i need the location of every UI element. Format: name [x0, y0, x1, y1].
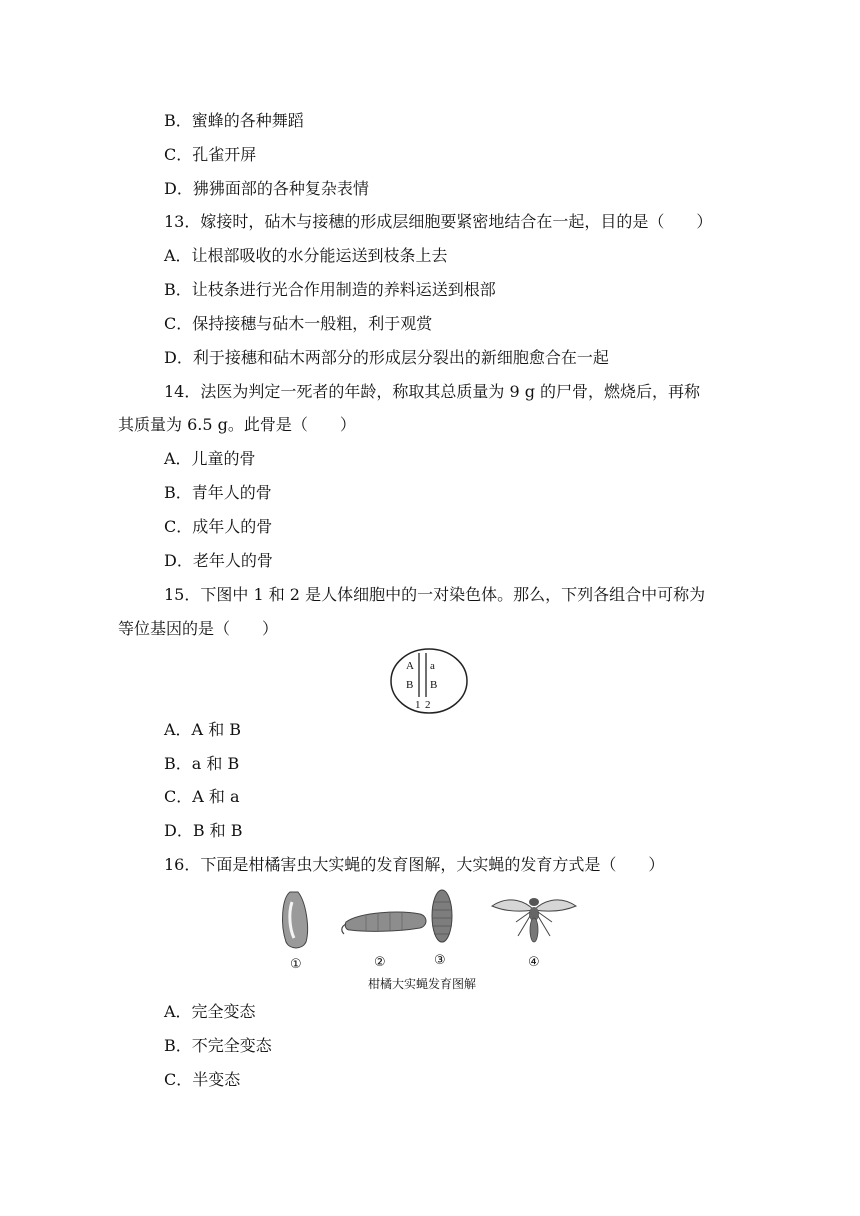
- q14-stem-line2: 其质量为 6.5 g。此骨是（ ）: [118, 415, 356, 434]
- q14-option-d: D．老年人的骨: [164, 551, 273, 570]
- q12-option-c: C．孔雀开屏: [164, 145, 257, 164]
- adult-fly-illustration: [492, 898, 576, 942]
- chromosome-label-1: 1: [415, 699, 421, 711]
- q14-option-c: C．成年人的骨: [164, 517, 273, 536]
- q13-option-a: A．让根部吸收的水分能运送到枝条上去: [164, 246, 448, 265]
- q16-option-c: C．半变态: [164, 1070, 241, 1089]
- stage-label-2: ②: [374, 955, 386, 970]
- q15-stem-line1: 15．下图中 1 和 2 是人体细胞中的一对染色体。那么，下列各组合中可称为: [164, 585, 706, 604]
- gene-left-top: A: [406, 660, 414, 672]
- q14-option-b: B．青年人的骨: [164, 483, 272, 502]
- figure-caption: 柑橘大实蝇发育图解: [368, 977, 477, 991]
- q14-option-a: A．儿童的骨: [164, 449, 256, 468]
- stage-label-3: ③: [434, 953, 446, 968]
- gene-left-bottom: B: [406, 679, 414, 691]
- q15-option-d: D．B 和 B: [164, 821, 243, 840]
- q13-option-b: B．让枝条进行光合作用制造的养料运送到根部: [164, 280, 496, 299]
- q15-option-b: B．a 和 B: [164, 754, 240, 773]
- q15-option-c: C．A 和 a: [164, 787, 240, 806]
- q16-option-b: B．不完全变态: [164, 1036, 272, 1055]
- pupa-illustration: [432, 890, 452, 942]
- chromosome-pair-figure: [388, 647, 472, 715]
- stage-label-1: ①: [290, 957, 302, 972]
- chromosome-label-2: 2: [425, 699, 431, 711]
- stage-label-4: ④: [528, 955, 540, 970]
- q15-option-a: A．A 和 B: [164, 720, 242, 739]
- q13-option-d: D．利于接穗和砧木两部分的形成层分裂出的新细胞愈合在一起: [164, 348, 609, 367]
- egg-illustration: [283, 892, 308, 948]
- q16-option-a: A．完全变态: [164, 1002, 256, 1021]
- gene-right-bottom: B: [430, 679, 438, 691]
- q13-option-c: C．保持接穗与砧木一般粗，利于观赏: [164, 314, 433, 333]
- q12-option-b: B．蜜蜂的各种舞蹈: [164, 111, 304, 130]
- larva-illustration: [342, 912, 426, 934]
- q13-stem: 13．嫁接时，砧木与接穗的形成层细胞要紧密地结合在一起，目的是（ ）: [164, 212, 713, 231]
- q16-stem: 16．下面是柑橘害虫大实蝇的发育图解，大实蝇的发育方式是（ ）: [164, 855, 665, 874]
- q14-stem-line1: 14．法医为判定一死者的年龄，称取其总质量为 9 g 的尸骨，燃烧后，再称: [164, 382, 701, 401]
- q15-stem-line2: 等位基因的是（ ）: [118, 619, 279, 638]
- gene-right-top: a: [430, 660, 435, 672]
- q12-option-d: D．狒狒面部的各种复杂表情: [164, 179, 369, 198]
